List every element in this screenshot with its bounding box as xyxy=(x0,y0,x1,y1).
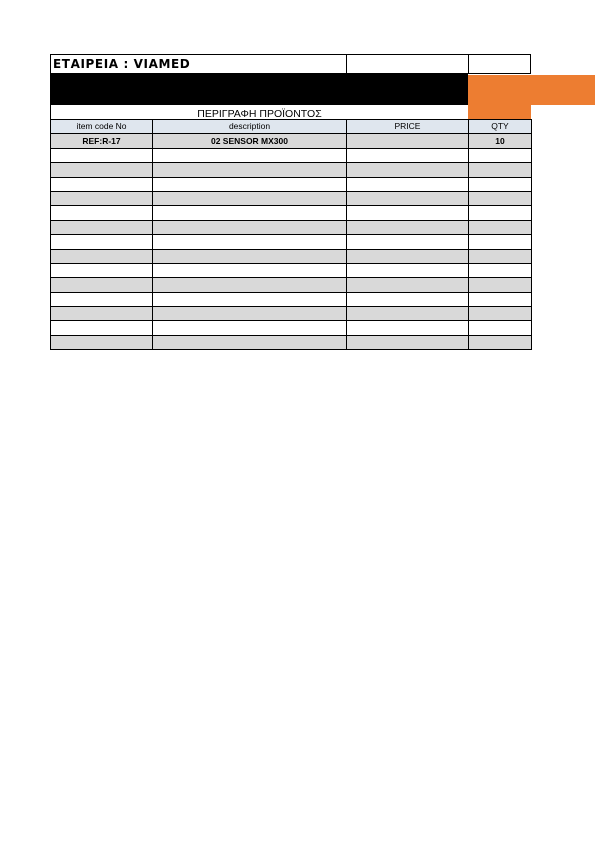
header-empty-cell-right xyxy=(468,54,531,74)
price-cell[interactable] xyxy=(347,278,469,292)
description-cell[interactable] xyxy=(153,278,347,292)
description-cell[interactable] xyxy=(153,163,347,177)
table-row xyxy=(51,263,532,277)
description-cell[interactable] xyxy=(153,148,347,162)
price-cell[interactable] xyxy=(347,148,469,162)
qty-cell[interactable] xyxy=(469,191,532,205)
item-code-cell[interactable] xyxy=(51,307,153,321)
qty-cell[interactable]: 10 xyxy=(469,134,532,148)
table-header-row xyxy=(51,120,532,134)
item-code-cell[interactable] xyxy=(51,220,153,234)
item-code-cell[interactable] xyxy=(51,148,153,162)
item-code-cell[interactable] xyxy=(51,191,153,205)
price-cell[interactable] xyxy=(347,321,469,335)
qty-cell[interactable] xyxy=(469,249,532,263)
price-cell[interactable] xyxy=(347,191,469,205)
description-cell[interactable] xyxy=(153,191,347,205)
qty-cell[interactable] xyxy=(469,177,532,191)
price-cell[interactable] xyxy=(347,263,469,277)
description-cell[interactable] xyxy=(153,335,347,349)
qty-cell[interactable] xyxy=(469,278,532,292)
column-header-qty: QTY xyxy=(469,120,532,134)
description-cell[interactable] xyxy=(153,220,347,234)
item-code-cell[interactable] xyxy=(51,177,153,191)
price-cell[interactable] xyxy=(347,177,469,191)
description-cell[interactable] xyxy=(153,321,347,335)
item-code-cell[interactable] xyxy=(51,335,153,349)
table-row xyxy=(51,321,532,335)
description-cell[interactable]: 02 SENSOR MX300 xyxy=(153,134,347,148)
item-code-cell[interactable] xyxy=(51,235,153,249)
header-empty-cell xyxy=(346,54,469,74)
price-cell[interactable] xyxy=(347,335,469,349)
product-table xyxy=(50,119,532,350)
table-row xyxy=(51,177,532,191)
item-code-cell[interactable]: REF:R-17 xyxy=(51,134,153,148)
price-cell[interactable] xyxy=(347,134,469,148)
table-row xyxy=(51,235,532,249)
product-description-title: ΠΕΡΙΓΡΑΦΗ ΠΡΟΪΟΝΤΟΣ xyxy=(50,104,468,119)
price-cell[interactable] xyxy=(347,307,469,321)
black-banner xyxy=(50,73,468,105)
description-cell[interactable] xyxy=(153,206,347,220)
column-header-price: PRICE xyxy=(347,120,469,134)
price-cell[interactable] xyxy=(347,163,469,177)
description-cell[interactable] xyxy=(153,292,347,306)
company-name: ΕΤΑΙΡΕΙΑ : VIAMED xyxy=(53,57,191,71)
qty-cell[interactable] xyxy=(469,307,532,321)
item-code-cell[interactable] xyxy=(51,263,153,277)
table-row xyxy=(51,307,532,321)
description-cell[interactable] xyxy=(153,263,347,277)
table-row xyxy=(51,249,532,263)
table-row xyxy=(51,335,532,349)
item-code-cell[interactable] xyxy=(51,206,153,220)
qty-cell[interactable] xyxy=(469,163,532,177)
column-header-description: description xyxy=(153,120,347,134)
qty-cell[interactable] xyxy=(469,321,532,335)
table-row xyxy=(51,292,532,306)
orange-accent-block xyxy=(468,75,595,105)
qty-cell[interactable] xyxy=(469,206,532,220)
qty-cell[interactable] xyxy=(469,335,532,349)
price-cell[interactable] xyxy=(347,206,469,220)
table-row xyxy=(51,206,532,220)
qty-cell[interactable] xyxy=(469,235,532,249)
description-cell[interactable] xyxy=(153,235,347,249)
table-row xyxy=(51,134,532,148)
qty-cell[interactable] xyxy=(469,220,532,234)
item-code-cell[interactable] xyxy=(51,321,153,335)
item-code-cell[interactable] xyxy=(51,278,153,292)
table-row xyxy=(51,163,532,177)
qty-cell[interactable] xyxy=(469,263,532,277)
price-cell[interactable] xyxy=(347,235,469,249)
company-name-cell xyxy=(50,54,346,74)
qty-cell[interactable] xyxy=(469,292,532,306)
table-row xyxy=(51,220,532,234)
description-cell[interactable] xyxy=(153,249,347,263)
item-code-cell[interactable] xyxy=(51,292,153,306)
description-cell[interactable] xyxy=(153,177,347,191)
price-cell[interactable] xyxy=(347,292,469,306)
price-cell[interactable] xyxy=(347,249,469,263)
table-row xyxy=(51,148,532,162)
price-cell[interactable] xyxy=(347,220,469,234)
table-row xyxy=(51,191,532,205)
column-header-item-code: item code No xyxy=(51,120,153,134)
item-code-cell[interactable] xyxy=(51,249,153,263)
table-row xyxy=(51,278,532,292)
qty-cell[interactable] xyxy=(469,148,532,162)
item-code-cell[interactable] xyxy=(51,163,153,177)
description-cell[interactable] xyxy=(153,307,347,321)
orange-accent-tail xyxy=(468,104,531,119)
